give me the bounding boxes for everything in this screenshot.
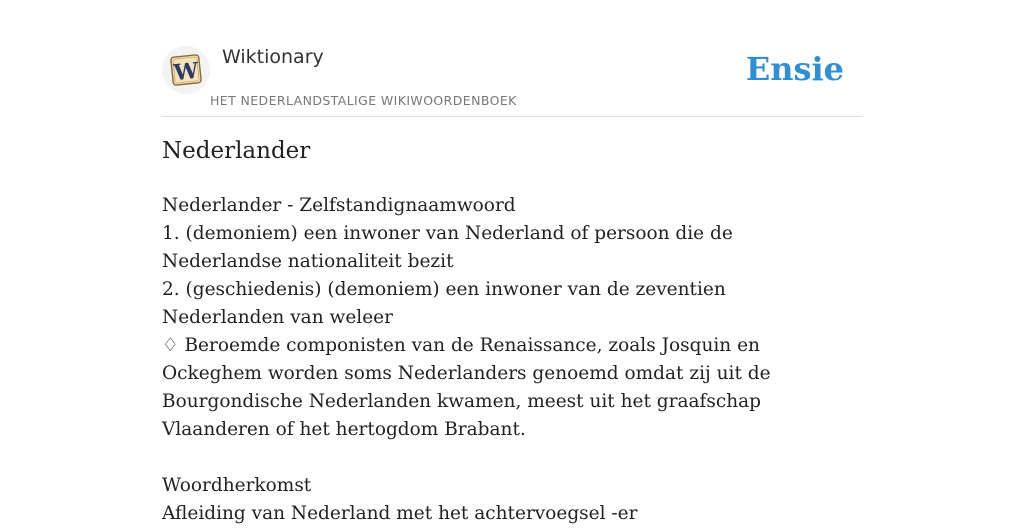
site-name[interactable]: Wiktionary xyxy=(222,46,324,68)
definition-1: 1. (demoniem) een inwoner van Nederland of persoon die de Nederlandse nationaliteit bezit xyxy=(162,223,733,272)
usage-example: ♢ Beroemde componisten van de Renaissance, zoals Josquin en Ockeghem worden soms Nederlanders genoemd omdat zij uit de Bourgondische Nederlanden kwamen, meest uit het graafschap Vlaanderen of het hertogdom Brabant. xyxy=(162,335,771,440)
page-title: Nederlander xyxy=(162,138,311,164)
entry-content xyxy=(162,192,852,528)
wiktionary-tile-icon xyxy=(166,50,206,90)
logo-letter: W xyxy=(172,57,200,87)
entry-heading: Nederlander - Zelfstandignaamwoord xyxy=(162,195,516,216)
etymology-heading: Woordherkomst xyxy=(162,475,312,496)
ensie-brand-logo[interactable]: Ensie xyxy=(745,50,844,88)
header xyxy=(162,40,862,117)
spacer xyxy=(162,444,852,472)
definition-2: 2. (geschiedenis) (demoniem) een inwoner van de zeventien Nederlanden van weleer xyxy=(162,279,726,328)
site-tagline: HET NEDERLANDSTALIGE WIKIWOORDENBOEK xyxy=(210,93,517,108)
etymology-text: Afleiding van Nederland met het achtervoegsel -er xyxy=(162,503,638,524)
wiktionary-logo-icon[interactable] xyxy=(162,46,210,94)
